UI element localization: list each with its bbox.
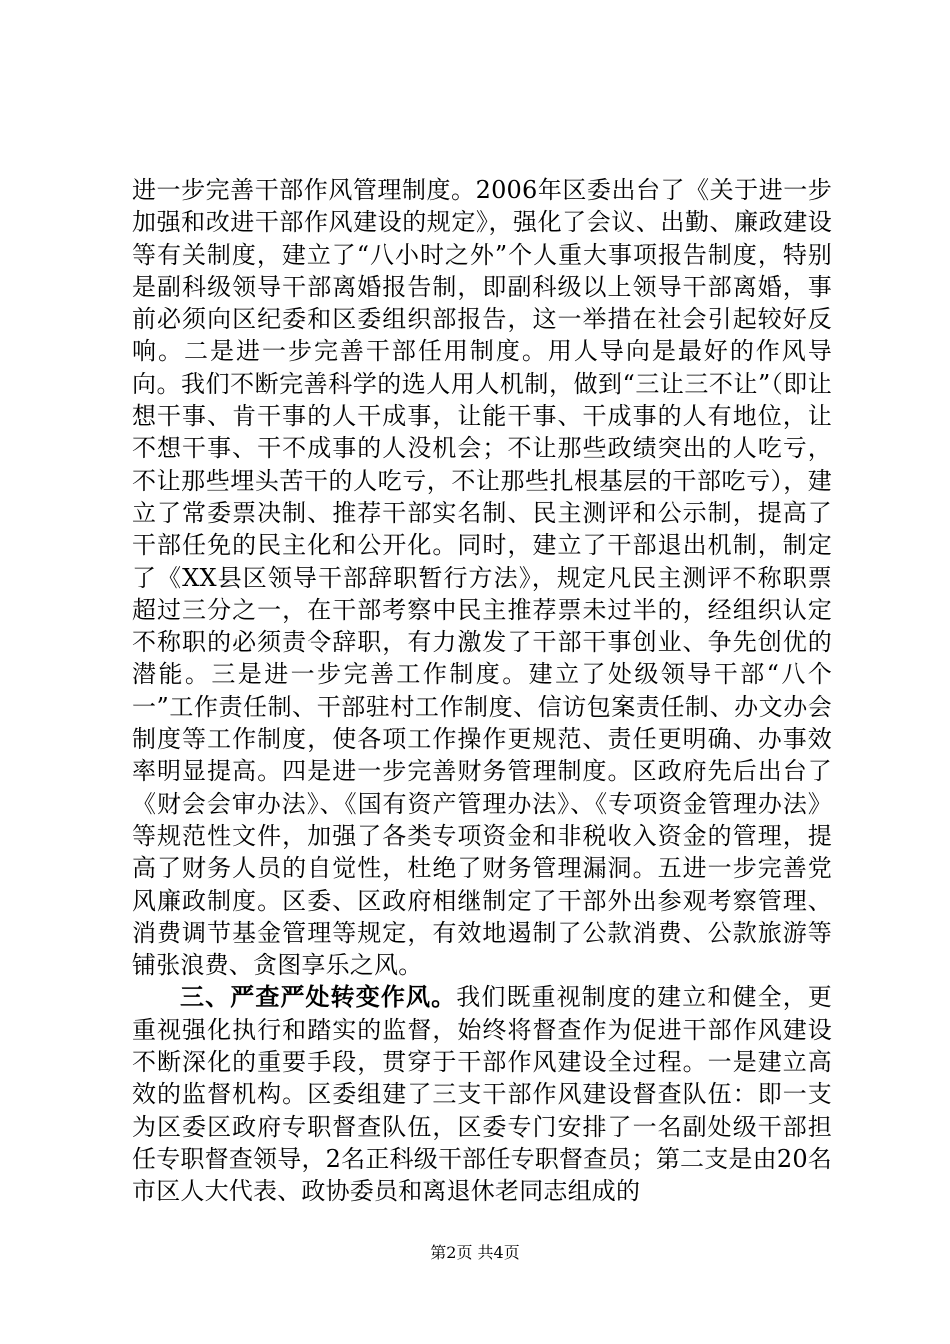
section-heading: 三、严查严处转变作风。 — [180, 982, 457, 1012]
paragraph-cadre-style-management: 进一步完善干部作风管理制度。2006年区委出台了《关于进一步加强和改进干部作风建设的规定》，强化了会议、出勤、廉政建设等有关制度，建立了“八小时之外”个人重大事项报告制度，特别是副科级领导干部离婚报告制，即副科级以上领导干部离婚，事前必须向区纪委和区委组织部报告，这一举措在社会引起较好反响。二是进一步完善干部任用制度。用人导向是最好的作风导向。我们不断完善科学的选人用人机制，做到“三让三不让”（即让想干事、肯干事的人干成事，让能干事、干成事的人有地位，让不想干事、干不成事的人没机会；不让那些政绩突出的人吃亏，不让那些埋头苦干的人吃亏，不让那些扎根基层的干部吃亏），建立了常委票决制、推荐干部实名制、民主测评和公示制，提高了干部任免的民主化和公开化。同时，建立了干部退出机制，制定了《XX县区领导干部辞职暂行方法》，规定凡民主测评不称职票超过三分之一，在干部考察中民主推荐票未过半的，经组织认定不称职的必须责令辞职，有力激发了干部干事创业、争先创优的潜能。三是进一步完善工作制度。建立了处级领导干部“八个一”工作责任制、干部驻村工作制度、信访包案责任制、办文办会制度等工作制度，使各项工作操作更规范、责任更明确、办事效率明显提高。四是进一步完善财务管理制度。区政府先后出台了《财会会审办法》、《国有资产管理办法》、《专项资金管理办法》等规范性文件，加强了各类专项资金和非税收入资金的管理，提高了财务人员的自觉性，杜绝了财务管理漏洞。五进一步完善党风廉政制度。区委、区政府相继制定了干部外出参观考察管理、消费调节基金管理等规定，有效地遏制了公款消费、公款旅游等铺张浪费、贪图享乐之风。 — [132, 176, 832, 980]
paragraph-strict-investigation — [132, 981, 832, 1207]
section-body-text: 我们既重视制度的建立和健全，更重视强化执行和踏实的监督，始终将督查作为促进干部作风建设不断深化的重要手段，贯穿于干部作风建设全过程。一是建立高效的监督机构。区委组建了三支干部作风建设督查队伍：即一支为区委区政府专职督查队伍，区委专门安排了一名副处级干部担任专职督查领导，2名正科级干部任专职督查员；第二支是由20名市区人大代表、政协委员和离退休老同志组成的 — [132, 983, 832, 1206]
document-body — [132, 174, 832, 1208]
page-footer: 第2页 共4页 — [430, 1243, 520, 1262]
